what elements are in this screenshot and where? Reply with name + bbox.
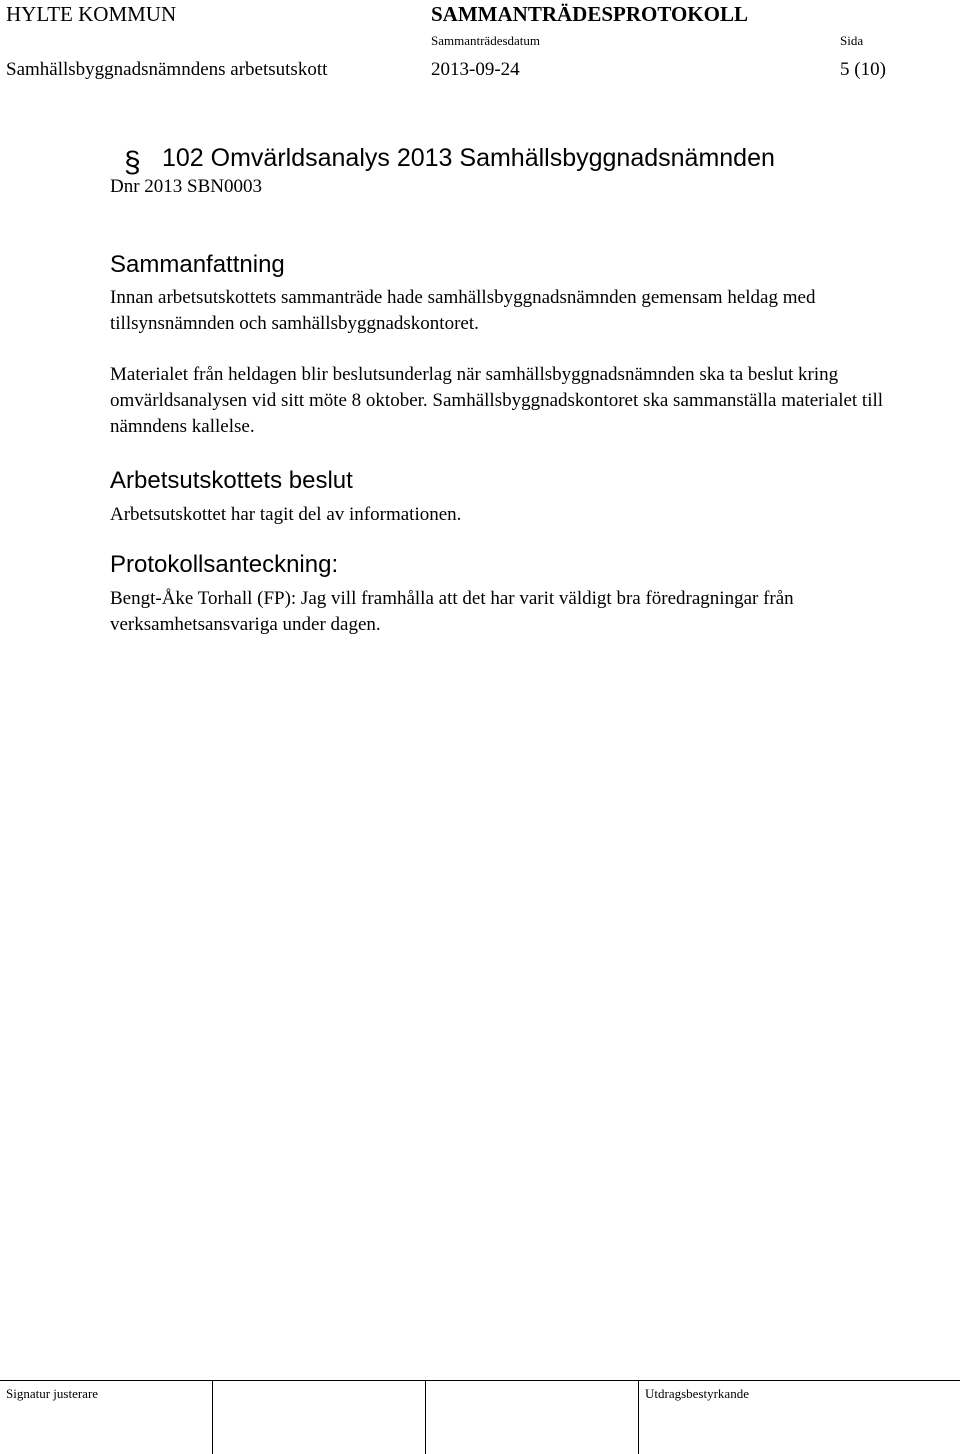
protocol-note-text: Bengt-Åke Torhall (FP): Jag vill framhålla att det har varit väldigt bra föredragningar från verksamhetsansvariga under dagen.	[110, 588, 794, 635]
summary-heading: Sammanfattning	[110, 251, 285, 278]
summary-paragraph-2: Materialet från heldagen blir beslutsunderlag när samhällsbyggnadsnämnden ska ta beslut kring omvärldsanalysen vid sitt möte 8 oktober. Samhällsbyggnadskontoret ska sammanställa materialet till nämndens kallelse.	[110, 364, 884, 437]
signature-box-3	[426, 1381, 639, 1454]
item-title: 102 Omvärldsanalys 2013 Samhällsbyggnadsnämnden	[162, 144, 775, 172]
page-caption: Sida	[840, 33, 864, 48]
decision-text: Arbetsutskottet har tagit del av informationen.	[110, 504, 462, 525]
page-number: 5 (10)	[840, 59, 886, 80]
meeting-date-caption: Sammanträdesdatum	[431, 33, 541, 48]
protocol-note-heading: Protokollsanteckning:	[110, 551, 339, 578]
section-sign: §	[124, 146, 141, 179]
signature-label: Signatur justerare	[6, 1386, 99, 1401]
case-number: Dnr 2013 SBN0003	[110, 176, 263, 197]
document-title: SAMMANTRÄDESPROTOKOLL	[431, 2, 748, 26]
summary-paragraph-1: Innan arbetsutskottets sammanträde hade samhällsbyggnadsnämnden gemensam heldag med tillsynsnämnden och samhällsbyggnadskontoret.	[110, 287, 816, 334]
committee-name: Samhällsbyggnadsnämndens arbetsutskott	[6, 59, 328, 80]
extract-certification-label: Utdragsbestyrkande	[645, 1386, 749, 1401]
signature-box-2	[213, 1381, 426, 1454]
organization-name: HYLTE KOMMUN	[6, 2, 177, 26]
meeting-date: 2013-09-24	[431, 59, 520, 80]
decision-heading: Arbetsutskottets beslut	[110, 467, 353, 494]
